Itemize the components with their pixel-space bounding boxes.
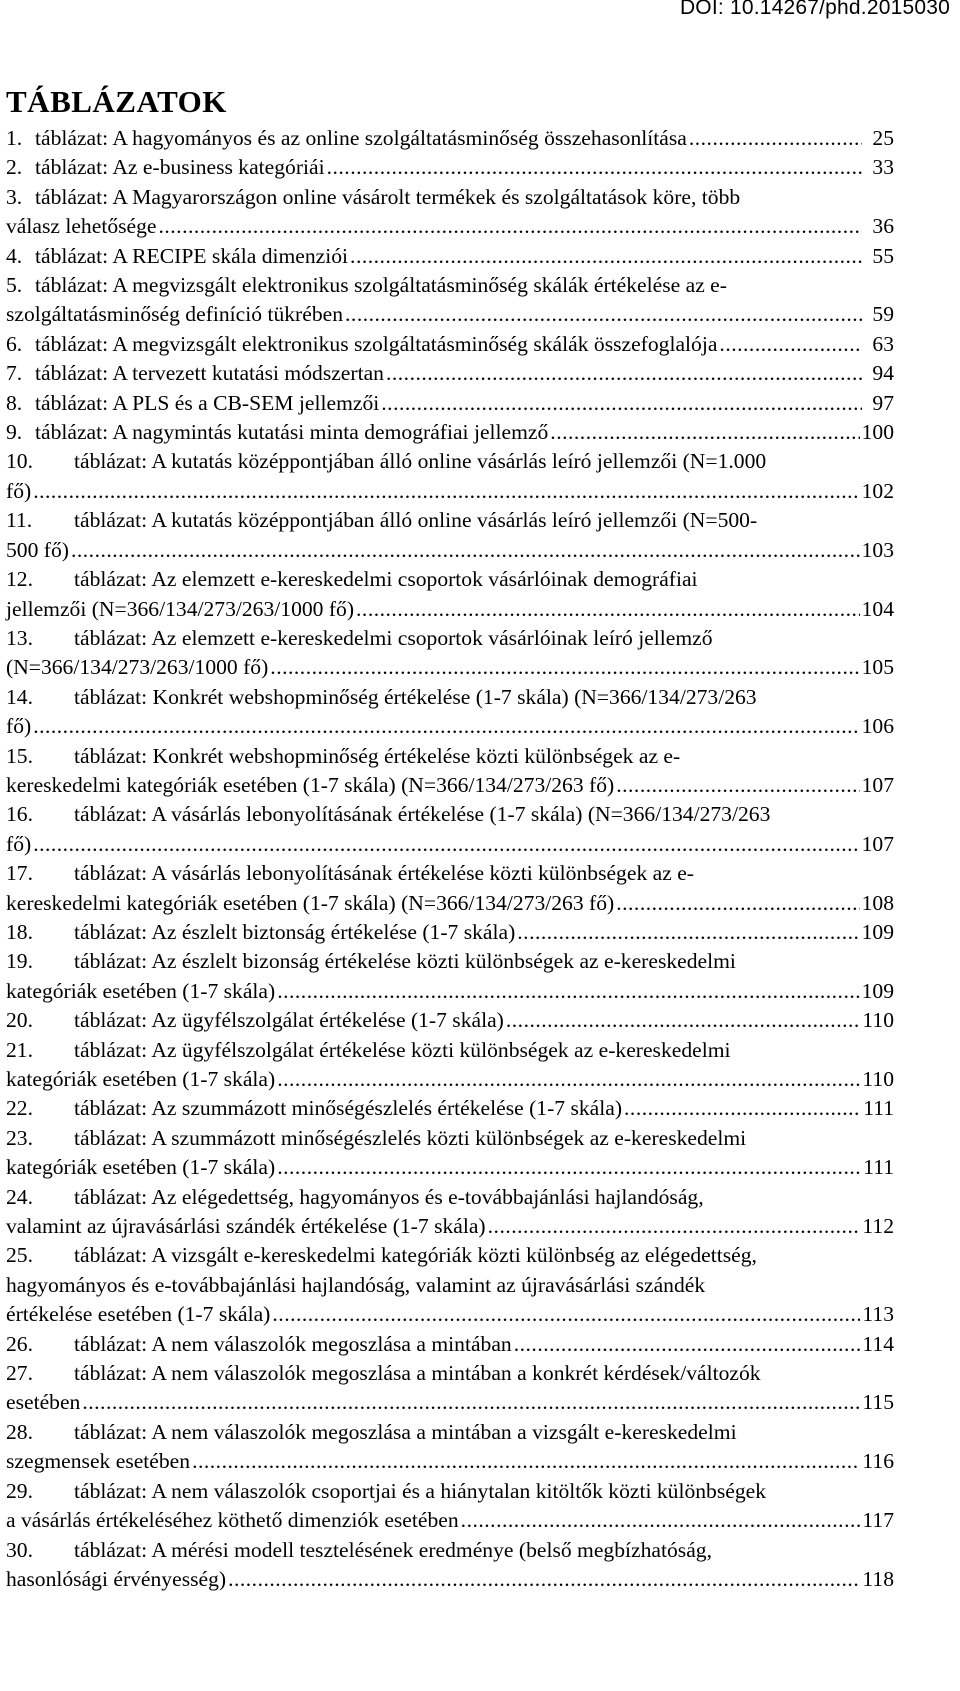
entry-page-number: 105 — [861, 655, 894, 680]
toc-entry[interactable] — [6, 418, 894, 447]
entry-title: táblázat: A nem válaszolók megoszlása a mintában a vizsgált e-kereskedelmi — [74, 1419, 737, 1444]
entry-page-number: 115 — [862, 1390, 894, 1415]
entry-page-number: 106 — [861, 714, 894, 739]
dot-leader — [356, 595, 860, 624]
entry-title: táblázat: Az ügyfélszolgálat értékelése közti különbségek az e-kereskedelmi — [74, 1037, 731, 1062]
entry-title: táblázat: Az észlelt biztonság értékelése (1-7 skála) — [74, 919, 516, 944]
entry-title: táblázat: A vásárlás lebonyolításának értékelése közti különbségek az e- — [74, 861, 694, 886]
dot-leader — [689, 124, 862, 153]
dot-leader — [381, 389, 862, 418]
dot-leader — [461, 1506, 861, 1535]
entry-title: táblázat: Konkrét webshopminőség értékelése közti különbségek az e- — [74, 743, 681, 768]
entry-number: 13. — [6, 625, 33, 650]
toc-entry[interactable] — [6, 1094, 894, 1123]
entry-page-number: 113 — [862, 1302, 894, 1327]
dot-leader — [33, 712, 859, 741]
entry-number: 16. — [6, 802, 33, 827]
toc-entry[interactable] — [6, 565, 894, 624]
entry-title: táblázat: A RECIPE skála dimenziói — [35, 243, 349, 268]
toc-entry[interactable] — [6, 683, 894, 742]
entry-number: 9. — [6, 420, 23, 445]
toc-entry[interactable] — [6, 742, 894, 801]
dot-leader — [228, 1565, 860, 1594]
entry-title: fő) — [6, 478, 32, 503]
entry-number: 17. — [6, 861, 33, 886]
entry-title: táblázat: A tervezett kutatási módszertan — [35, 361, 384, 386]
entry-title: táblázat: A megvizsgált elektronikus szolgáltatásminőség skálák értékelése az e- — [35, 273, 727, 298]
entry-page-number: 97 — [872, 390, 894, 415]
entry-title: táblázat: A nem válaszolók csoportjai és a hiánytalan kitöltők közti különbségek — [74, 1478, 767, 1503]
entry-number: 12. — [6, 567, 33, 592]
toc-entry[interactable] — [6, 1477, 894, 1536]
entry-number: 29. — [6, 1478, 33, 1503]
entry-title: táblázat: A vizsgált e-kereskedelmi kategóriák közti különbség az elégedettség, — [74, 1243, 757, 1268]
entry-page-number: 109 — [861, 978, 894, 1003]
entry-number: 3. — [6, 184, 23, 209]
entry-number: 27. — [6, 1361, 33, 1386]
entry-title: táblázat: A kutatás középpontjában álló online vásárlás leíró jellemzői (N=500- — [74, 508, 758, 533]
entry-page-number: 111 — [863, 1096, 894, 1121]
entry-title: táblázat: Az e-business kategóriái — [35, 155, 325, 180]
entry-number: 26. — [6, 1331, 33, 1356]
entry-title: táblázat: Az észlelt bizonság értékelése közti különbségek az e-kereskedelmi — [74, 949, 736, 974]
toc-entry[interactable] — [6, 1359, 894, 1418]
entry-number: 2. — [6, 155, 23, 180]
toc-entry[interactable] — [6, 153, 894, 182]
toc-entry[interactable] — [6, 859, 894, 918]
toc-entry[interactable] — [6, 1036, 894, 1095]
toc-entry[interactable] — [6, 389, 894, 418]
entry-title: táblázat: A PLS és a CB-SEM jellemzői — [35, 390, 380, 415]
entry-number: 10. — [6, 449, 33, 474]
entry-title: jellemzői (N=366/134/273/263/1000 fő) — [6, 596, 355, 621]
toc-entry[interactable] — [6, 359, 894, 388]
entry-number: 7. — [6, 361, 23, 386]
table-list — [6, 124, 894, 1594]
entry-title: táblázat: A nem válaszolók megoszlása a mintában — [74, 1331, 512, 1356]
dot-leader — [550, 418, 859, 447]
dot-leader — [82, 1388, 860, 1417]
entry-page-number: 55 — [872, 243, 894, 268]
toc-entry[interactable] — [6, 271, 894, 330]
dot-leader — [71, 536, 860, 565]
entry-page-number: 107 — [861, 772, 894, 797]
dot-leader — [624, 1094, 861, 1123]
entry-title: a vásárlás értékeléséhez köthető dimenziók esetében — [6, 1508, 459, 1533]
entry-page-number: 103 — [861, 537, 894, 562]
entry-title: kategóriák esetében (1-7 skála) — [6, 1067, 276, 1091]
entry-number: 1. — [6, 126, 23, 150]
dot-leader — [33, 477, 859, 506]
toc-entry[interactable] — [6, 1330, 894, 1359]
dot-leader — [277, 977, 859, 1006]
entry-title: esetében — [6, 1390, 81, 1415]
dot-leader — [158, 212, 862, 241]
toc-entry[interactable] — [6, 183, 894, 242]
page-title: TÁBLÁZATOK — [6, 84, 227, 119]
toc-entry[interactable] — [6, 1124, 894, 1183]
entry-number: 8. — [6, 390, 23, 415]
toc-entry[interactable] — [6, 1241, 894, 1329]
dot-leader — [488, 1212, 861, 1241]
entry-title: táblázat: Az ügyfélszolgálat értékelése (1-7 skála) — [74, 1008, 504, 1033]
entry-title: fő) — [6, 831, 32, 856]
entry-title: válasz lehetősége — [6, 214, 157, 239]
entry-title: táblázat: A nem válaszolók megoszlása a mintában a konkrét kérdések/változók — [74, 1361, 761, 1386]
entry-page-number: 114 — [862, 1331, 894, 1356]
entry-number: 5. — [6, 273, 23, 298]
dot-leader — [327, 153, 862, 182]
entry-number: 6. — [6, 331, 23, 356]
entry-number: 25. — [6, 1243, 33, 1268]
entry-page-number: 110 — [862, 1008, 894, 1033]
entry-page-number: 102 — [861, 478, 894, 503]
entry-title: táblázat: A vásárlás lebonyolításának értékelése (1-7 skála) (N=366/134/273/263 — [74, 802, 771, 827]
entry-page-number: 36 — [872, 214, 894, 239]
dot-leader — [192, 1447, 860, 1476]
entry-title: táblázat: A megvizsgált elektronikus szolgáltatásminőség skálák összefoglalója — [35, 331, 718, 356]
entry-title: táblázat: A mérési modell tesztelésének eredménye (belső megbízhatóság, — [74, 1537, 712, 1562]
dot-leader — [514, 1330, 861, 1359]
entry-number: 21. — [6, 1037, 33, 1062]
dot-leader — [272, 1300, 860, 1329]
toc-entry[interactable] — [6, 330, 894, 359]
entry-title: táblázat: Az szummázott minőségészlelés értékelése (1-7 skála) — [74, 1096, 623, 1121]
entry-title: táblázat: A hagyományos és az online szolgáltatásminőség összehasonlítása — [35, 126, 687, 150]
entry-title: táblázat: A kutatás középpontjában álló online vásárlás leíró jellemzői (N=1.000 — [74, 449, 767, 474]
entry-number: 22. — [6, 1096, 33, 1121]
entry-number: 18. — [6, 919, 33, 944]
entry-number: 19. — [6, 949, 33, 974]
entry-title: táblázat: Az elemzett e-kereskedelmi csoportok vásárlóinak demográfiai — [74, 567, 698, 592]
dot-leader — [345, 300, 862, 329]
entry-title: hagyományos és e-továbbajánlási hajlandóság, valamint az újravásárlási szándék — [6, 1272, 706, 1297]
dot-leader — [350, 242, 862, 271]
toc-entry[interactable] — [6, 124, 894, 153]
toc-entry[interactable] — [6, 800, 894, 859]
dot-leader — [616, 889, 859, 918]
entry-page-number: 116 — [862, 1449, 894, 1474]
toc-entry[interactable] — [6, 947, 894, 1006]
entry-number: 15. — [6, 743, 33, 768]
toc-entry[interactable] — [6, 242, 894, 271]
dot-leader — [517, 918, 859, 947]
toc-entry[interactable] — [6, 506, 894, 565]
dot-leader — [506, 1006, 861, 1035]
entry-title: értékelése esetében (1-7 skála) — [6, 1302, 271, 1327]
toc-entry[interactable] — [6, 1006, 894, 1035]
dot-leader — [270, 653, 859, 682]
dot-leader — [277, 1065, 860, 1094]
entry-title: kereskedelmi kategóriák esetében (1-7 skála) (N=366/134/273/263 fő) — [6, 890, 615, 915]
entry-title: hasonlósági érvényesség) — [6, 1566, 227, 1591]
entry-title: valamint az újravásárlási szándék értékelése (1-7 skála) — [6, 1214, 486, 1239]
entry-title: kereskedelmi kategóriák esetében (1-7 skála) (N=366/134/273/263 fő) — [6, 772, 615, 797]
dot-leader — [277, 1153, 861, 1182]
entry-title: 500 fő) — [6, 537, 69, 562]
entry-page-number: 33 — [872, 155, 894, 180]
entry-page-number: 25 — [872, 126, 894, 150]
entry-page-number: 117 — [862, 1508, 894, 1533]
entry-title: szolgáltatásminőség definíció tükrében — [6, 302, 344, 327]
entry-title: táblázat: A Magyarországon online vásárolt termékek és szolgáltatások köre, több — [35, 184, 741, 209]
entry-title: táblázat: A szummázott minőségészlelés közti különbségek az e-kereskedelmi — [74, 1125, 747, 1150]
entry-page-number: 59 — [872, 302, 894, 327]
entry-page-number: 111 — [863, 1155, 894, 1180]
entry-page-number: 104 — [861, 596, 894, 621]
entry-title: kategóriák esetében (1-7 skála) — [6, 978, 276, 1003]
entry-page-number: 110 — [862, 1067, 894, 1091]
entry-title: táblázat: A nagymintás kutatási minta demográfiai jellemző — [35, 420, 549, 445]
entry-page-number: 108 — [861, 890, 894, 915]
toc-entry[interactable] — [6, 1183, 894, 1242]
toc-entry[interactable] — [6, 918, 894, 947]
toc-entry[interactable] — [6, 447, 894, 506]
entry-page-number: 109 — [861, 919, 894, 944]
entry-page-number: 118 — [862, 1566, 894, 1591]
dot-leader — [719, 330, 862, 359]
entry-title: kategóriák esetében (1-7 skála) — [6, 1155, 276, 1180]
entry-title: (N=366/134/273/263/1000 fő) — [6, 655, 269, 680]
entry-title: táblázat: Konkrét webshopminőség értékelése (1-7 skála) (N=366/134/273/263 — [74, 684, 757, 709]
doi-header: DOI: 10.14267/phd.2015030 — [679, 0, 950, 19]
entry-page-number: 100 — [861, 420, 894, 445]
entry-number: 4. — [6, 243, 23, 268]
dot-leader — [386, 359, 862, 388]
dot-leader — [616, 771, 859, 800]
entry-title: fő) — [6, 714, 32, 739]
toc-entry[interactable] — [6, 624, 894, 683]
entry-number: 20. — [6, 1008, 33, 1033]
toc-entry[interactable] — [6, 1418, 894, 1477]
entry-number: 30. — [6, 1537, 33, 1562]
entry-page-number: 63 — [872, 331, 894, 356]
entry-number: 28. — [6, 1419, 33, 1444]
entry-title: táblázat: Az elemzett e-kereskedelmi csoportok vásárlóinak leíró jellemző — [74, 625, 713, 650]
entry-number: 24. — [6, 1184, 33, 1209]
entry-number: 11. — [6, 508, 33, 533]
entry-page-number: 112 — [862, 1214, 894, 1239]
entry-title: táblázat: Az elégedettség, hagyományos és e-továbbajánlási hajlandóság, — [74, 1184, 704, 1209]
toc-entry[interactable] — [6, 1536, 894, 1595]
entry-title: szegmensek esetében — [6, 1449, 191, 1474]
entry-number: 14. — [6, 684, 33, 709]
entry-number: 23. — [6, 1125, 33, 1150]
entry-page-number: 94 — [872, 361, 894, 386]
entry-page-number: 107 — [861, 831, 894, 856]
dot-leader — [33, 830, 859, 859]
